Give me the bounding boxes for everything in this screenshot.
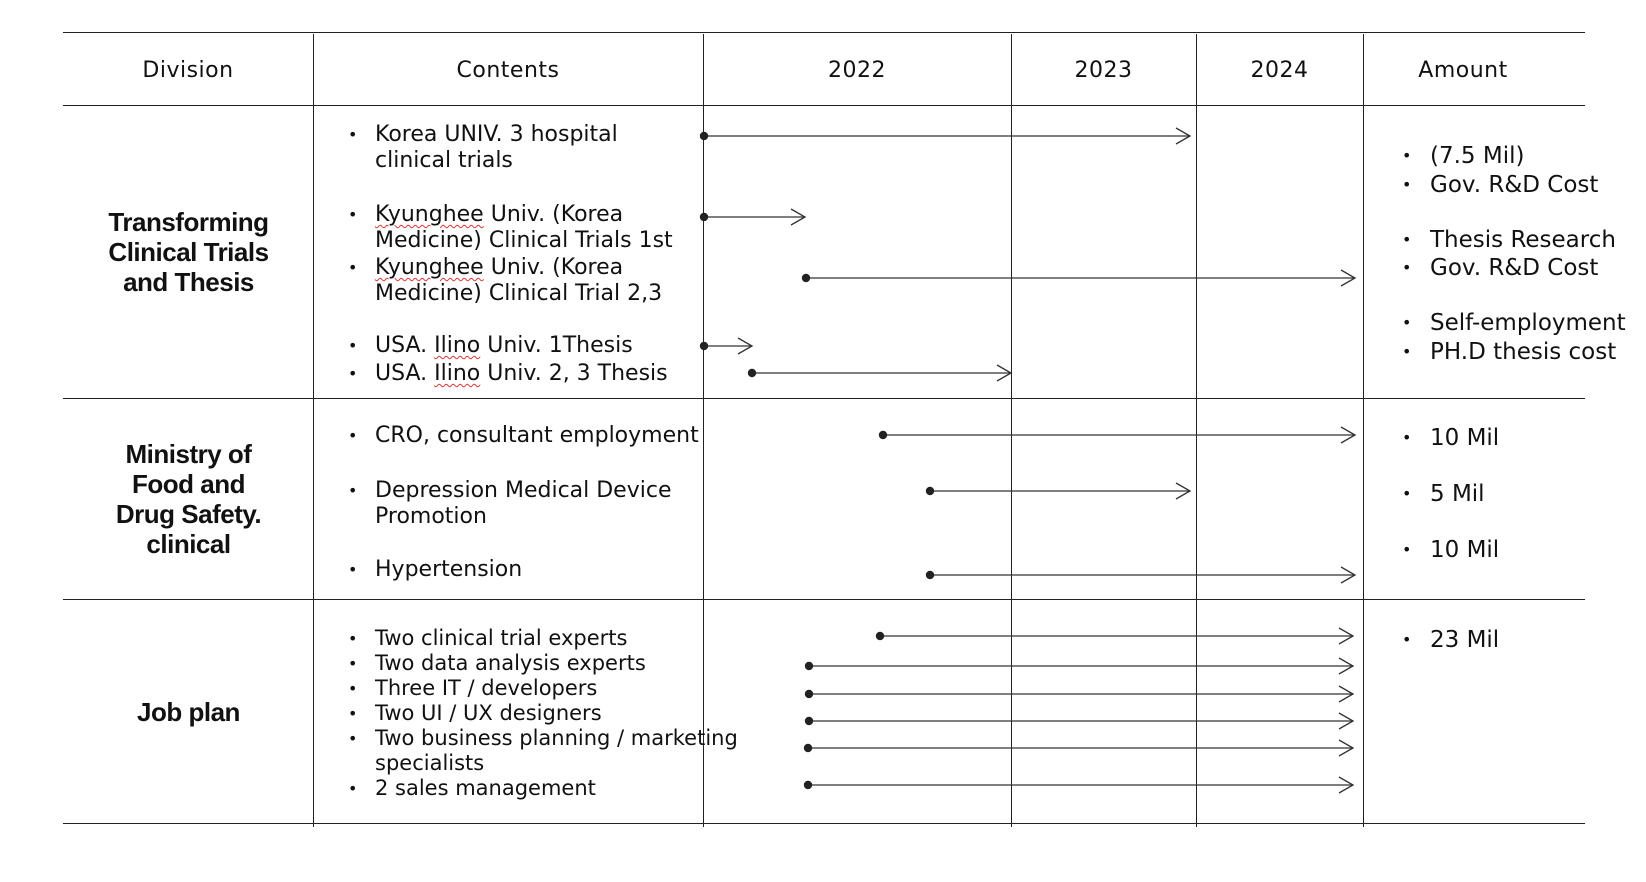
kyunghee-word: Kyunghee — [375, 255, 484, 280]
timeline-start-dot — [700, 132, 708, 140]
timeline-start-dot — [805, 662, 813, 670]
timeline-start-dot — [876, 632, 884, 640]
header-contents: Contents — [456, 57, 560, 83]
timeline-start-dot — [700, 342, 708, 350]
timeline-start-dot — [805, 690, 813, 698]
timeline-start-dot — [926, 487, 934, 495]
kyunghee-23-rest: Univ. (Korea Medicine) Clinical Trial 2,3 — [375, 255, 663, 306]
ilino-23-suffix: Univ. 2, 3 Thesis — [480, 361, 668, 386]
content-cro: • CRO, consultant employment — [375, 423, 699, 449]
arrow-cro — [879, 427, 1355, 443]
amount-depression-device: • 5 Mil — [1430, 480, 1485, 508]
arrow-korea-univ — [700, 128, 1190, 144]
amount-gov-rd-cost-2: • Gov. R&D Cost — [1430, 254, 1598, 282]
arrow-it-developers — [805, 686, 1353, 702]
content-clinical-trial-experts: • Two clinical trial experts — [375, 626, 627, 651]
header-2022: 2022 — [828, 57, 886, 83]
header-division: Division — [142, 57, 234, 83]
timeline-start-dot — [802, 274, 810, 282]
amount-cro: • 10 Mil — [1430, 424, 1499, 452]
header-2024: 2024 — [1250, 57, 1309, 83]
timeline-start-dot — [700, 213, 708, 221]
ilino-23-prefix: USA. — [375, 361, 435, 386]
content-it-developers: • Three IT / developers — [375, 676, 597, 701]
content-business-planning: • Two business planning / marketing specialists — [375, 726, 738, 776]
timeline-start-dot — [805, 717, 813, 725]
ilino-1-suffix: Univ. 1Thesis — [480, 333, 633, 358]
timeline-start-dot — [879, 431, 887, 439]
division-transforming-clinical-trials: Transforming Clinical Trials and Thesis — [108, 207, 269, 297]
amount-phd-thesis-cost: • PH.D thesis cost — [1430, 338, 1616, 366]
timeline-start-dot — [748, 369, 756, 377]
timeline-start-dot — [804, 781, 812, 789]
content-hypertension: • Hypertension — [375, 557, 522, 583]
arrow-hypertension — [926, 567, 1355, 583]
amount-self-employment: • Self-employment — [1430, 309, 1626, 337]
content-data-analysis-experts: • Two data analysis experts — [375, 651, 646, 676]
division-job-plan: Job plan — [137, 696, 240, 727]
division-ministry-food-drug-safety: Ministry of Food and Drug Safety. clinical — [115, 439, 262, 559]
arrow-kyunghee-23 — [802, 270, 1355, 286]
ilino-word: Ilino — [434, 361, 481, 386]
content-ui-ux-designers: • Two UI / UX designers — [375, 701, 602, 726]
arrow-kyunghee-1 — [700, 209, 805, 225]
arrow-depression-device — [926, 483, 1190, 499]
kyunghee-1-rest: Univ. (Korea Medicine) Clinical Trials 1st — [375, 202, 673, 253]
amount-hypertension: • 10 Mil — [1430, 536, 1499, 564]
arrow-ilino-23 — [748, 365, 1011, 381]
header-amount: Amount — [1418, 57, 1508, 83]
arrow-sales-management — [804, 777, 1353, 793]
arrow-data-analysis-experts — [805, 658, 1353, 674]
content-korea-univ: • Korea UNIV. 3 hospital clinical trials — [375, 122, 618, 174]
arrow-ui-ux-designers — [805, 713, 1353, 729]
ilino-1-prefix: USA. — [375, 333, 435, 358]
amount-7-5-mil: • (7.5 Mil) — [1430, 142, 1524, 170]
arrow-business-planning — [804, 740, 1353, 756]
amount-gov-rd-cost-1: • Gov. R&D Cost — [1430, 171, 1598, 199]
header-2023: 2023 — [1074, 57, 1133, 83]
timeline-start-dot — [926, 571, 934, 579]
content-sales-management: • 2 sales management — [375, 776, 596, 801]
arrow-clinical-trial-experts — [876, 628, 1353, 644]
amount-thesis-research: • Thesis Research — [1430, 226, 1616, 254]
timeline-start-dot — [804, 744, 812, 752]
content-depression-device: • Depression Medical Device Promotion — [375, 478, 671, 530]
amount-job-plan: • 23 Mil — [1430, 626, 1499, 654]
arrow-ilino-1 — [700, 338, 752, 354]
kyunghee-word: Kyunghee — [375, 202, 484, 227]
ilino-word: Ilino — [434, 333, 481, 358]
